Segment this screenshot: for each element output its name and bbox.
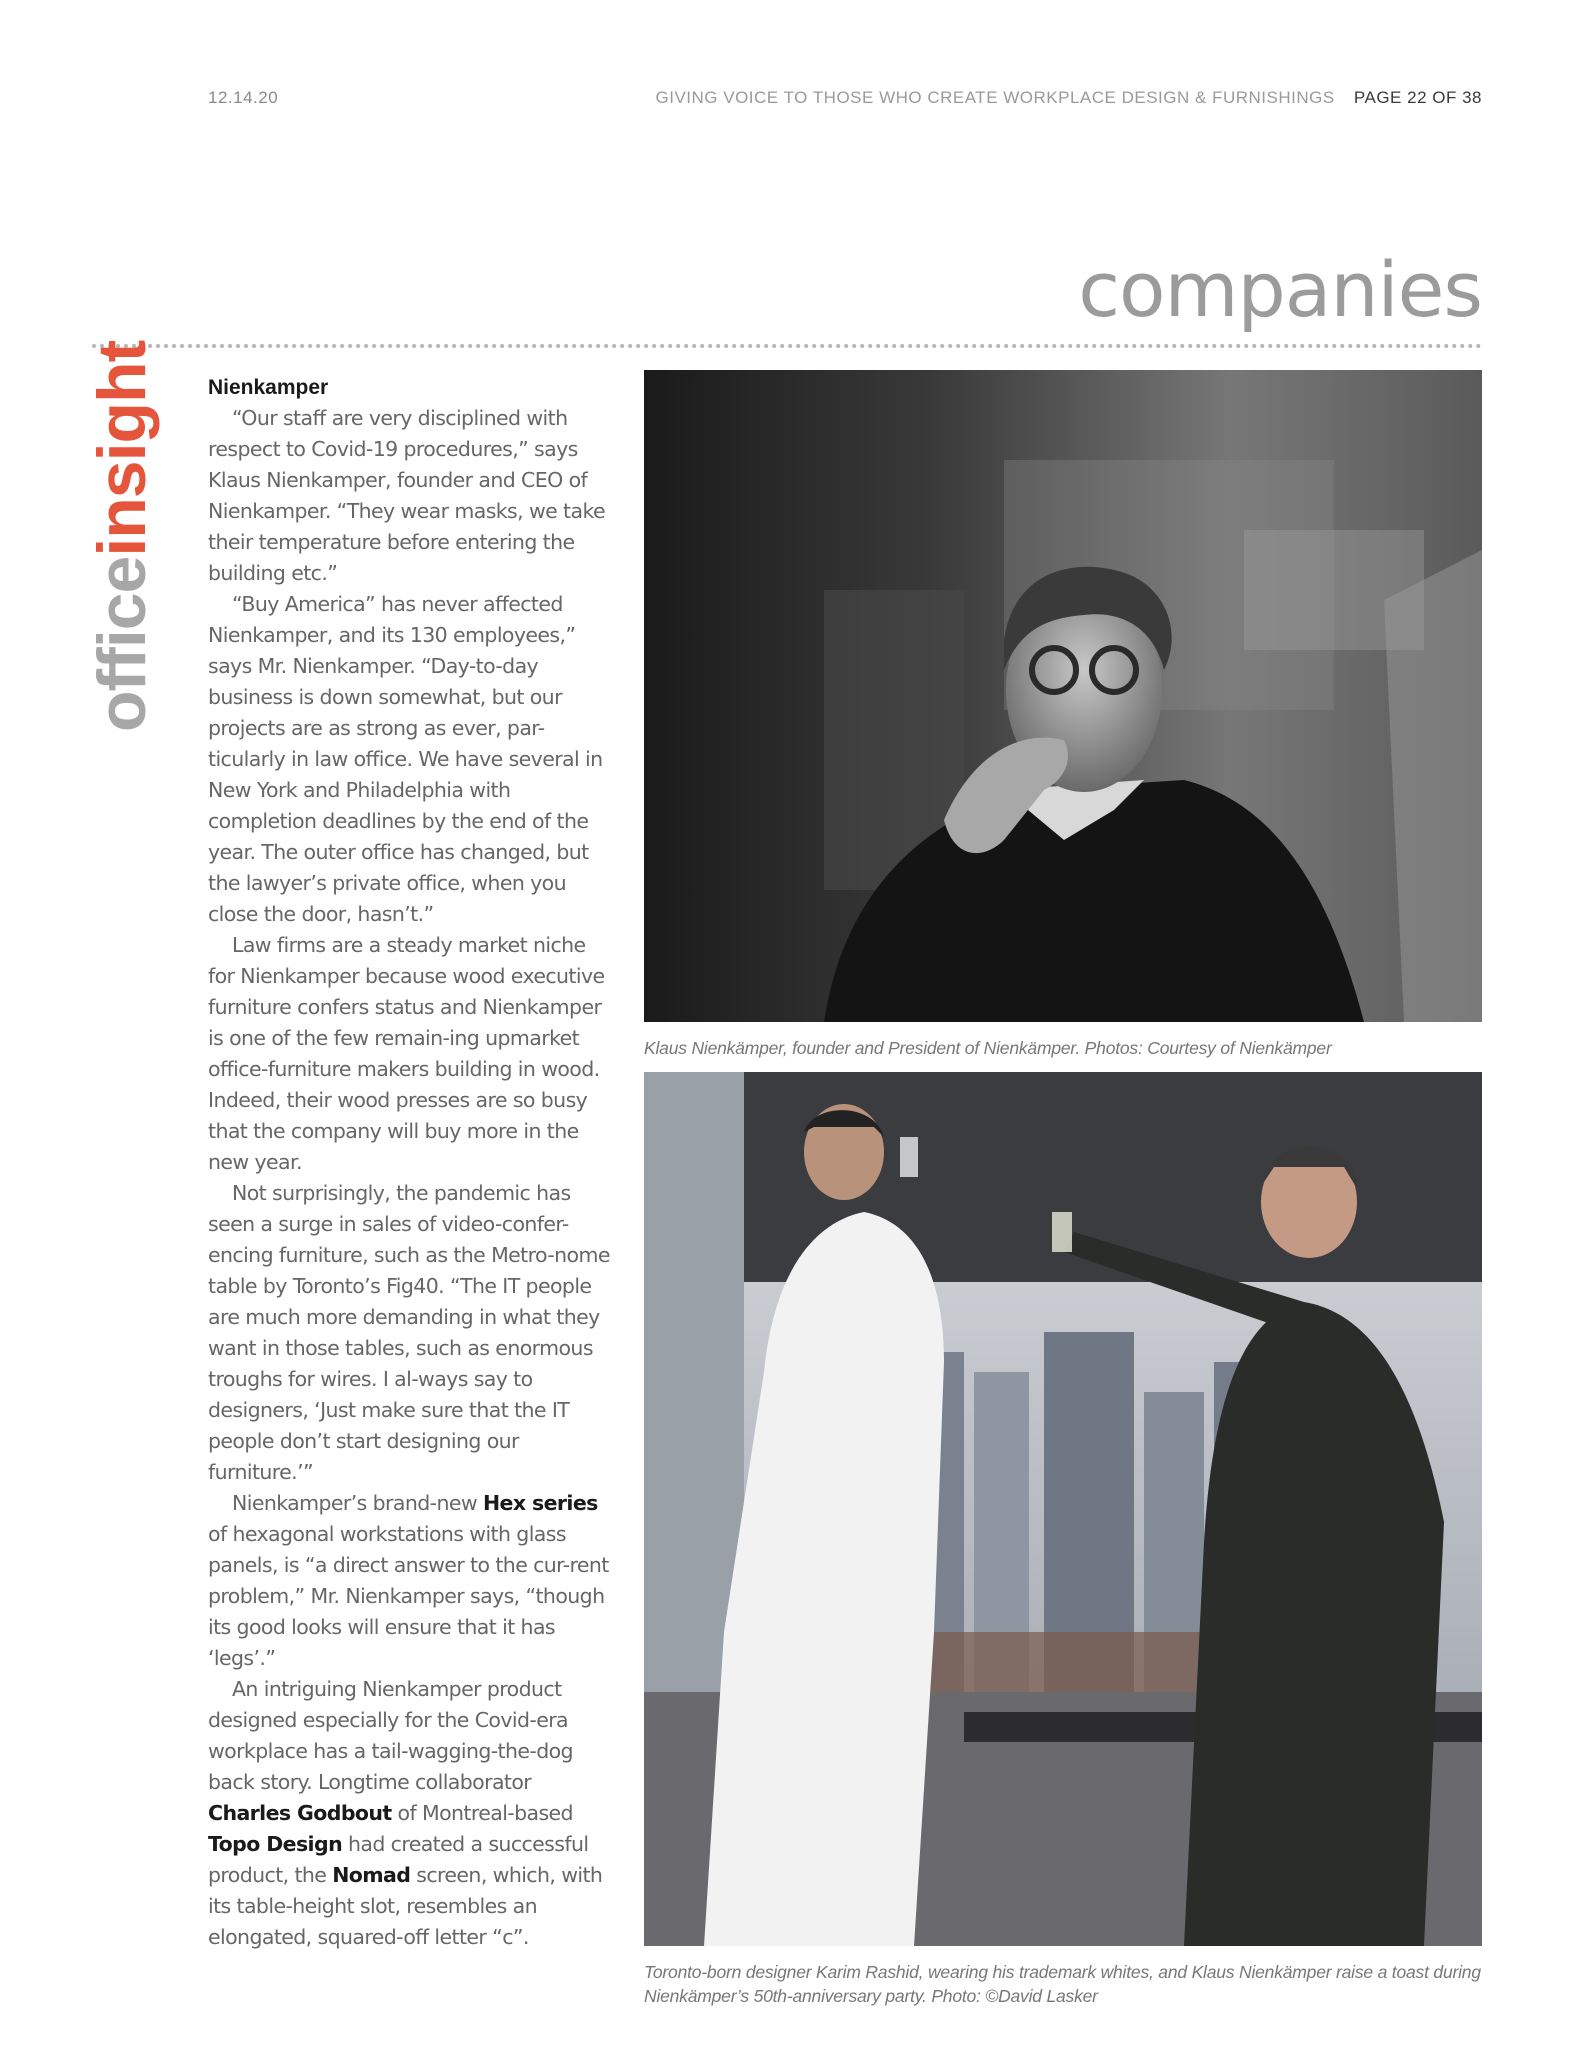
portrait-photo [644,370,1482,1022]
paragraph-6 [208,1674,616,1953]
paragraph-2: “Buy America” has never affected Nienkamper, and its 130 employees,” says Mr. Nienkamper. “Day-to-day business is down somewhat, but our projects are as strong as ever, par-ticularly in law office. We have several in New York and Philadelphia with completion deadlines by the end of the year. The outer office has changed, but the lawyer’s private office, when you close the door, hasn’t.” [208,592,603,926]
party-caption: Toronto-born designer Karim Rashid, wearing his trademark whites, and Klaus Nienkämper raise a toast during Nienkämper’s 50th-anniversary party. Photo: ©David Lasker [644,1962,1481,2006]
party-photo [644,1072,1482,1946]
p5-text-c: of hexagonal workstations with glass panels, is “a direct answer to the cur-rent problem,” Mr. Nienkamper says, “though its good looks will ensure that it has ‘legs’.” [208,1522,609,1670]
party-illustration [644,1072,1482,1946]
logo-insight: insight [84,340,160,557]
header-tagline: GIVING VOICE TO THOSE WHO CREATE WORKPLACE DESIGN & FURNISHINGS [655,88,1335,107]
p6-text-e: had created a successful product, the [208,1832,589,1887]
paragraph-4: Not surprisingly, the pandemic has seen a surge in sales of video-confer-encing furniture, such as the Metro-nome table by Toronto’s Fig40. “The IT people are much more demanding in what they want in those tables, such as enormous troughs for wires. I al-ways say to designers, ‘Just make sure that the IT people don’t start designing our furniture.’” [208,1181,610,1484]
nomad-term: Nomad [332,1863,411,1887]
p6-text-g: screen, which, with its table-height slot, resembles an elongated, squared-off letter “c”. [208,1863,603,1949]
page-header [208,88,1482,112]
page-number: PAGE 22 OF 38 [1353,88,1482,107]
p6-text-a: An intriguing Nienkamper product designed especially for the Covid-era workplace has a tail-wagging-the-dog back story. Longtime collaborator [208,1677,573,1794]
header-right [656,88,1482,108]
portrait-illustration [644,370,1482,1022]
paragraph-3: Law firms are a steady market niche for Nienkamper because wood executive furniture confers status and Nienkamper is one of the few remain-ing upmarket office-furniture makers building in wood. Indeed, their wood presses are so busy that the company will buy more in the new year. [208,933,605,1174]
p5-text-a: Nienkamper’s brand-new [232,1491,483,1515]
article-headline: Nienkamper [208,376,329,399]
dotted-divider [92,344,1482,348]
issue-date: 12.14.20 [208,88,279,107]
logo-office: office [84,556,160,732]
paragraph-5 [208,1488,616,1674]
officeinsight-logo [84,340,160,732]
portrait-caption: Klaus Nienkämper, founder and President of Nienkämper. Photos: Courtesy of Nienkämper [644,1038,1332,1058]
section-title: companies [1078,245,1482,334]
topo-design-term: Topo Design [208,1832,343,1856]
charles-godbout-term: Charles Godbout [208,1801,392,1825]
article-column [208,372,616,1953]
paragraph-1: “Our staff are very disciplined with respect to Covid-19 procedures,” says Klaus Nienkamper, founder and CEO of Nienkamper. “They wear masks, we take their temperature before entering the building etc.” [208,406,606,585]
hex-series-term: Hex series [482,1491,598,1515]
p6-text-c: of Montreal-based [391,1801,573,1825]
